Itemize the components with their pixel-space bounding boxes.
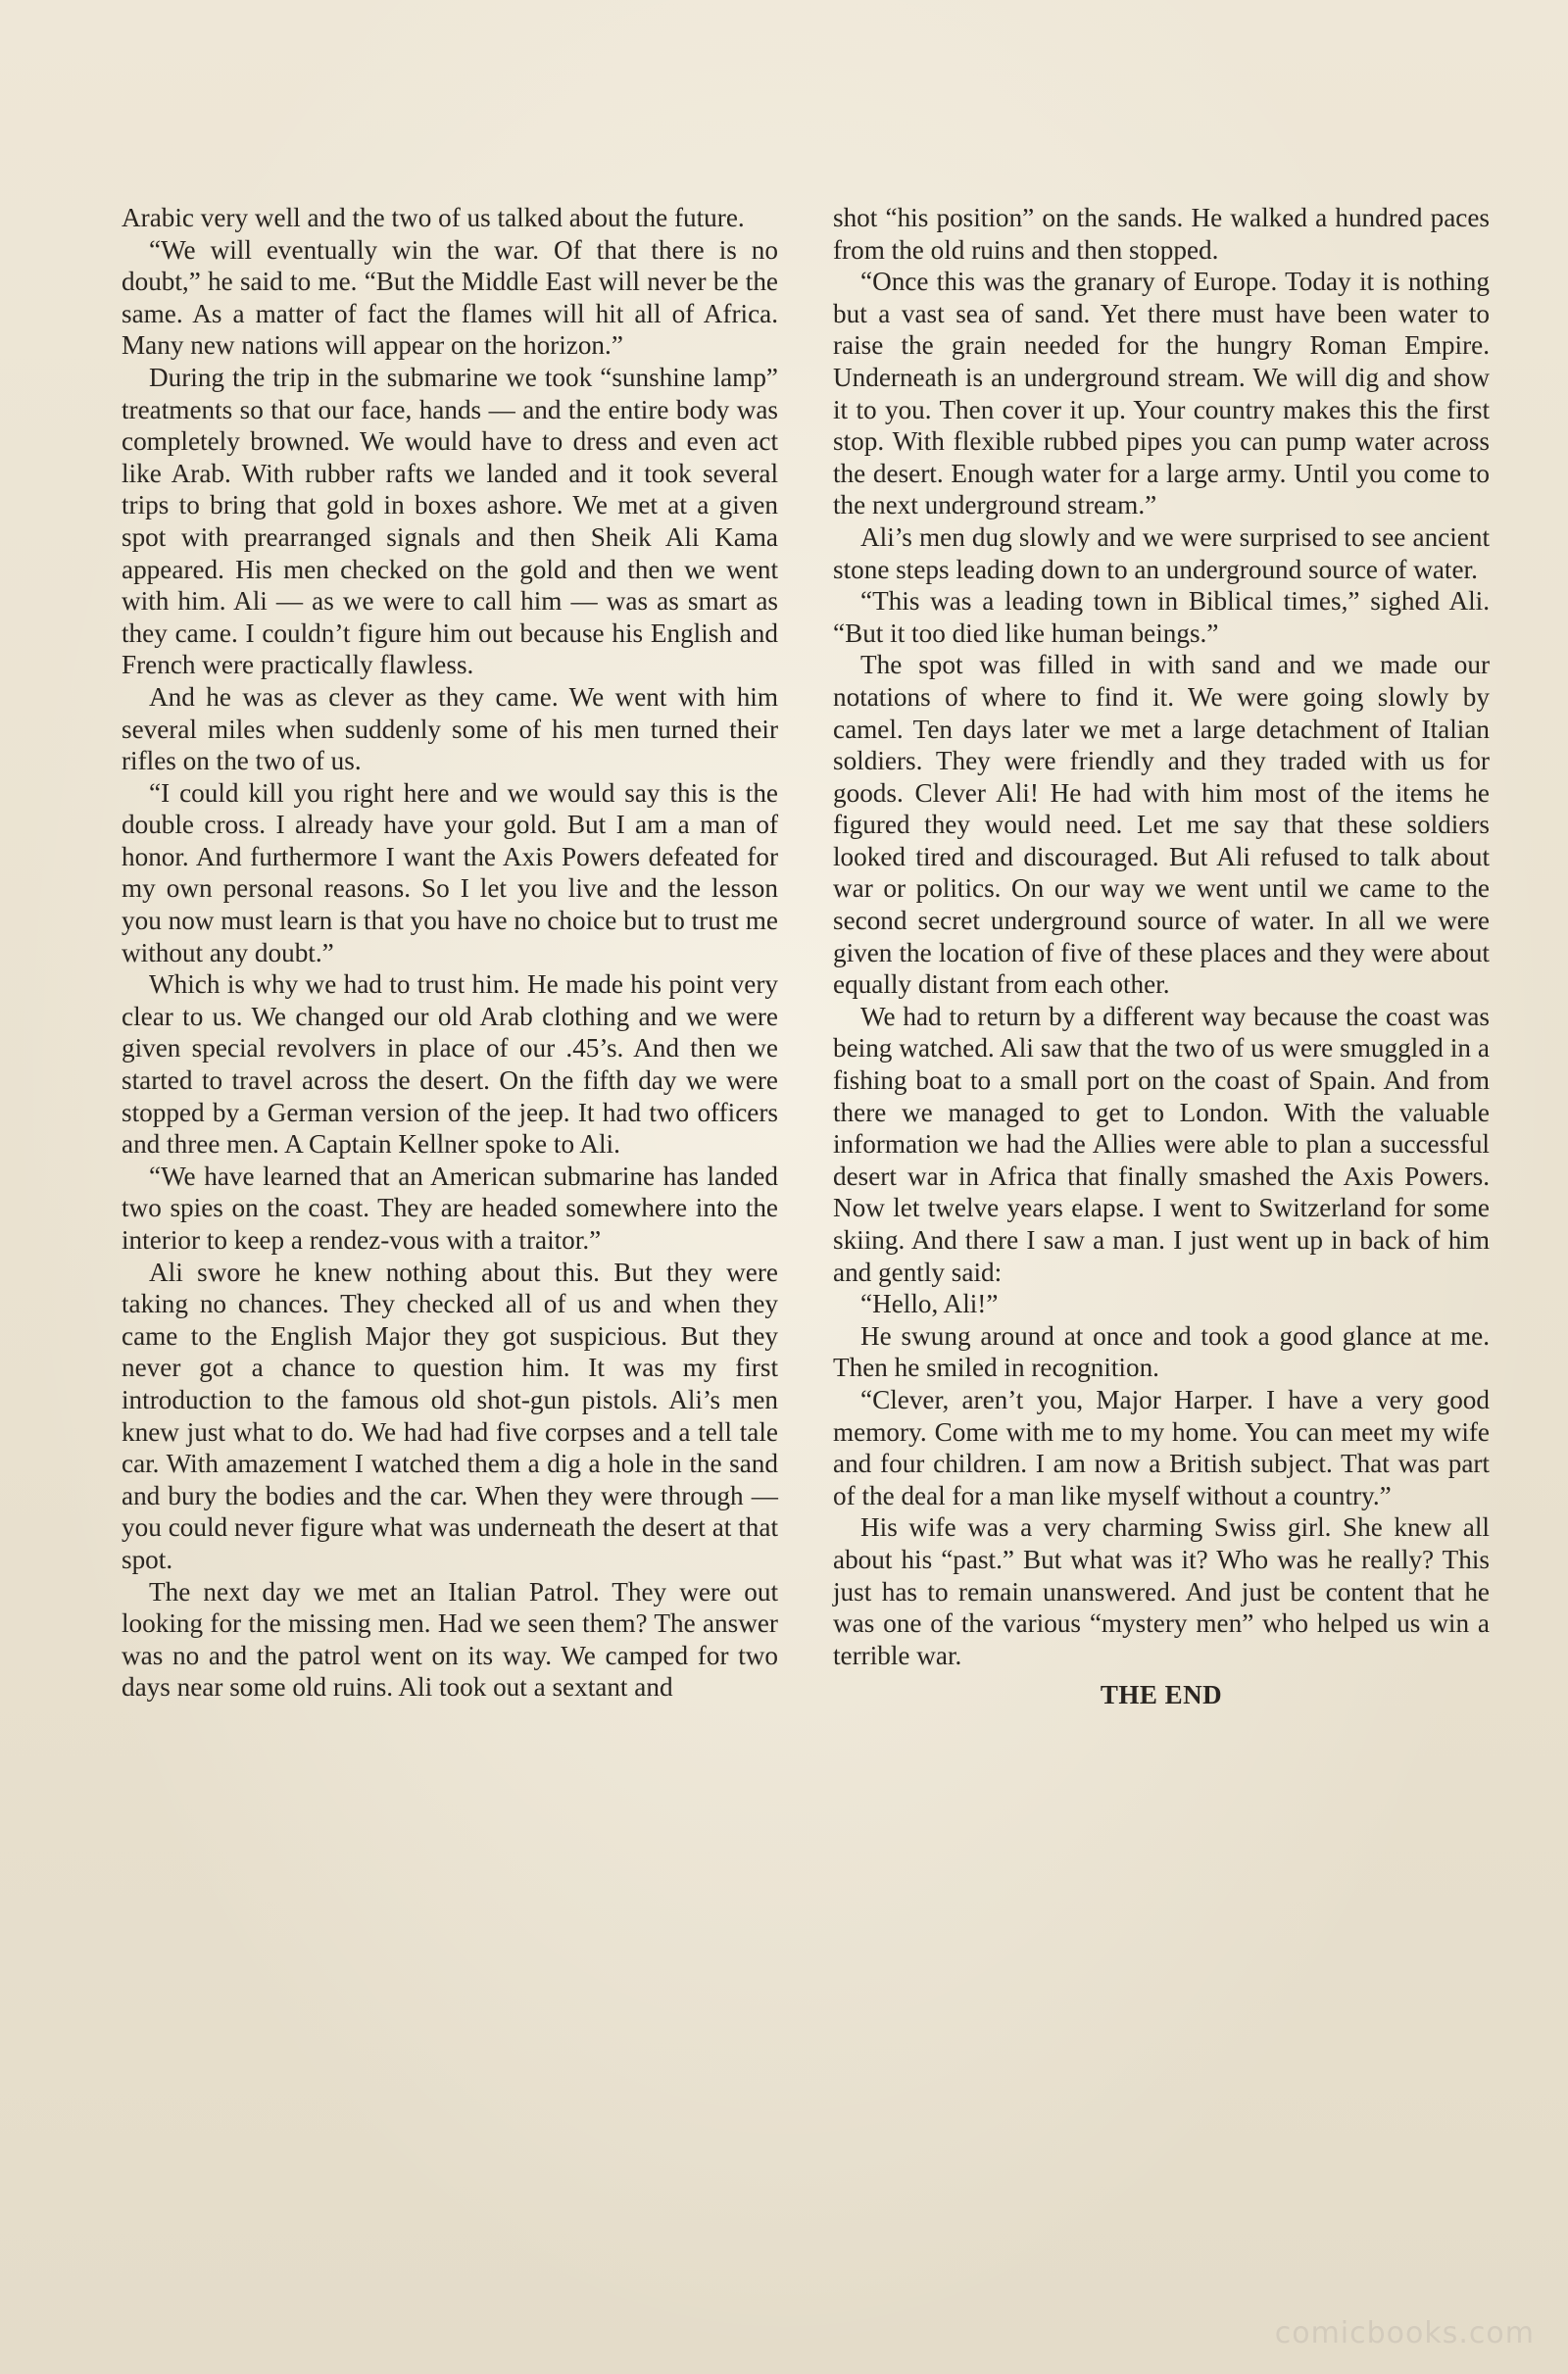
story-paragraph: “This was a leading town in Biblical times,” sighed Ali. “But it too died like human beings.” <box>833 586 1490 648</box>
story-paragraph: During the trip in the submarine we took “sunshine lamp” treatments so that our face, hands — and the entire body was completely browned. We would have to dress and even act like Arab. With rubber rafts we landed and it took several trips to bring that gold in boxes ashore. We met at a given spot with prearranged signals and then Sheik Ali Kama appeared. His men checked on the gold and then we went with him. Ali — as we were to call him — was as smart as they came. I couldn’t figure him out because his English and French were practically flawless. <box>122 362 778 680</box>
story-paragraph: He swung around at once and took a good glance at me. Then he smiled in recognition. <box>833 1320 1490 1383</box>
story-paragraph: And he was as clever as they came. We went with him several miles when suddenly some of his men turned their rifles on the two of us. <box>122 681 778 776</box>
story-paragraph: “Hello, Ali!” <box>860 1289 999 1319</box>
story-paragraph: Ali’s men dug slowly and we were surprised to see ancient stone steps leading down to an underground source of water. <box>833 521 1490 584</box>
right-column <box>833 202 1490 1711</box>
the-end-heading: THE END <box>1100 1680 1223 1710</box>
story-paragraph: The next day we met an Italian Patrol. They were out looking for the missing men. Had we seen them? The answer was no and the patrol went on its way. We camped for two days near some old ruins. Ali took out a sextant and <box>122 1576 778 1703</box>
story-paragraph: “We have learned that an American submarine has landed two spies on the coast. They are headed somewhere into the interior to keep a rendez-vous with a traitor.” <box>122 1161 778 1255</box>
right-column-paragraphs <box>833 202 1490 1671</box>
site-watermark: comicbooks.com <box>1274 2316 1535 2350</box>
story-paragraph: His wife was a very charming Swiss girl. She knew all about his “past.” But what was it? Who was he really? This just has to remain unanswered. And just be content that he was one of the various “mystery men” who helped us win a terrible war. <box>833 1512 1490 1670</box>
story-paragraph: Arabic very well and the two of us talked about the future. <box>122 203 745 232</box>
story-paragraph: We had to return by a different way because the coast was being watched. Ali saw that the two of us were smuggled in a fishing boat to a small port on the coast of Spain. And from there we managed to get to London. With the valuable information we had the Allies were able to plan a successful desert war in Africa that finally smashed the Axis Powers. Now let twelve years elapse. I went to Switzerland for some skiing. And there I saw a man. I just went up in back of him and gently said: <box>833 1001 1490 1287</box>
story-paragraph: “I could kill you right here and we would say this is the double cross. I already have your gold. But I am a man of honor. And furthermore I want the Axis Powers defeated for my own personal reasons. So I let you live and the lesson you now must learn is that you have no choice but to trust me without any doubt.” <box>122 777 778 967</box>
story-paragraph: Which is why we had to trust him. He made his point very clear to us. We changed our old Arab clothing and we were given special revolvers in place of our .45’s. And then we started to travel across the desert. On the fifth day we were stopped by a German version of the jeep. It had two officers and three men. A Captain Kellner spoke to Ali. <box>122 969 778 1160</box>
story-paragraph: Ali swore he knew nothing about this. But they were taking no chances. They checked all of us and when they came to the English Major they got suspicious. But they never got a chance to question him. It was my first introduction to the famous old shot-gun pistols. Ali’s men knew just what to do. We had had five corpses and a tell tale car. With amazement I watched them a dig a hole in the sand and bury the bodies and the car. When they were through — you could never figure what was underneath the desert at that spot. <box>122 1257 778 1574</box>
story-paragraph: “Once this was the granary of Europe. Today it is nothing but a vast sea of sand. Yet there must have been water to raise the grain needed for the hungry Roman Empire. Underneath is an underground stream. We will dig and show it to you. Then cover it up. Your country makes this the first stop. With flexible rubbed pipes you can pump water across the desert. Enough water for a large army. Until you come to the next underground stream.” <box>833 267 1490 520</box>
left-column <box>122 202 778 1704</box>
story-paragraph: The spot was filled in with sand and we made our notations of where to find it. We were going slowly by camel. Ten days later we met a large detachment of Italian soldiers. They were friendly and they traded with us for goods. Clever Ali! He had with him most of the items he figured they would need. Let me say that these soldiers looked tired and discouraged. But Ali refused to talk about war or politics. On our way we went until we came to the second secret underground source of water. In all we were given the location of five of these places and they were about equally distant from each other. <box>833 650 1490 1000</box>
story-paragraph: shot “his position” on the sands. He walked a hundred paces from the old ruins and then stopped. <box>833 203 1490 265</box>
story-paragraph: “Clever, aren’t you, Major Harper. I have a very good memory. Come with me to my home. You can meet my wife and four children. I am now a British subject. That was part of the deal for a man like myself without a country.” <box>833 1384 1490 1510</box>
story-paragraph: “We will eventually win the war. Of that there is no doubt,” he said to me. “But the Middle East will never be the same. As a matter of fact the flames will hit all of Africa. Many new nations will appear on the horizon.” <box>122 234 778 361</box>
